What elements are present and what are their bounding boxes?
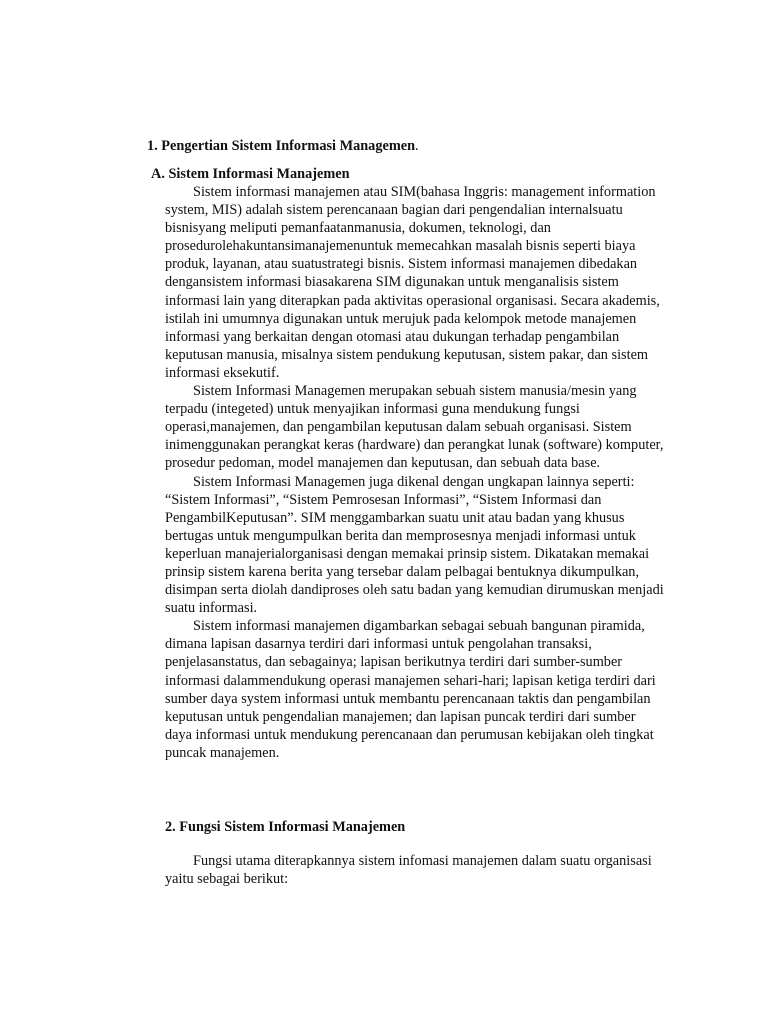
subsection-a-heading: A. Sistem Informasi Manajemen: [151, 166, 350, 182]
section-2-heading: 2. Fungsi Sistem Informasi Manajemen: [165, 819, 406, 835]
subsection-a-body: [165, 183, 665, 762]
section-1-heading-text: 1. Pengertian Sistem Informasi Managemen: [147, 138, 416, 154]
paragraph-2: Sistem Informasi Managemen merupakan sebuah sistem manusia/mesin yang terpadu (integeted) untuk menyajikan informasi guna mendukung fungsi operasi,manajemen, dan pengambilan keputusan dalam sebuah organisasi. Sistem inimenggunakan perangkat keras (hardware) dan perangkat lunak (software) komputer, prosedur pedoman, model manajemen dan keputusan, dan sebuah data base.: [165, 383, 664, 472]
paragraph-1: Sistem informasi manajemen atau SIM(bahasa Inggris: management information system, MIS) adalah sistem perencanaan bagian dari pengendalian internalsuatu bisnisyang meliputi pemanfaatanmanusia, dokumen, teknologi, dan prosedurolehakuntansimanajemenuntuk memecahkan masalah bisnis seperti biaya produk, layanan, atau suatustrategi bisnis. Sistem informasi manajemen dibedakan dengansistem informasi biasakarena SIM digunakan untuk menganalisis sistem informasi lain yang diterapkan pada aktivitas operasional organisasi. Secara akademis, istilah ini umumnya digunakan untuk merujuk pada kelompok metode manajemen informasi yang berkaitan dengan otomasi atau dukungan terhadap pengambilan keputusan manusia, misalnya sistem pendukung keputusan, sistem pakar, dan sistem informasi eksekutif.: [165, 184, 660, 381]
paragraph-3: Sistem Informasi Managemen juga dikenal dengan ungkapan lainnya seperti: “Sistem Informasi”, “Sistem Pemrosesan Informasi”, “Sistem Informasi dan PengambilKeputusan”. SIM menggambarkan suatu unit atau badan yang khusus bertugas untuk mengumpulkan berita dan memprosesnya menjadi informasi untuk keperluan manajerialorganisasi dengan memakai prinsip sistem. Dikatakan memakai prinsip sistem karena berita yang tersebar dalam pelbagai bentuknya dikumpulkan, disimpan serta diolah dandiproses oleh satu badan yang kemudian dirumuskan menjadi suatu informasi.: [165, 473, 664, 617]
section-2-intro: Fungsi utama diterapkannya sistem infomasi manajemen dalam suatu organisasi yaitu sebagai berikut:: [165, 853, 652, 888]
section-1-heading: [147, 137, 419, 155]
paragraph-4: Sistem informasi manajemen digambarkan sebagai sebuah bangunan piramida, dimana lapisan dasarnya terdiri dari informasi untuk pengolahan transaksi, penjelasanstatus, dan sebagainya; lapisan berikutnya terdiri dari sumber-sumber informasi dalammendukung operasi manajemen sehari-hari; lapisan ketiga terdiri dari sumber daya system informasi untuk membantu perencanaan taktis dan pengambilan keputusan untuk pengendalian manajemen; dan lapisan puncak terdiri dari sumber daya informasi untuk mendukung perencanaan dan perumusan kebijakan oleh tingkat puncak manajemen.: [165, 618, 656, 761]
section-1-heading-period: .: [415, 138, 419, 154]
